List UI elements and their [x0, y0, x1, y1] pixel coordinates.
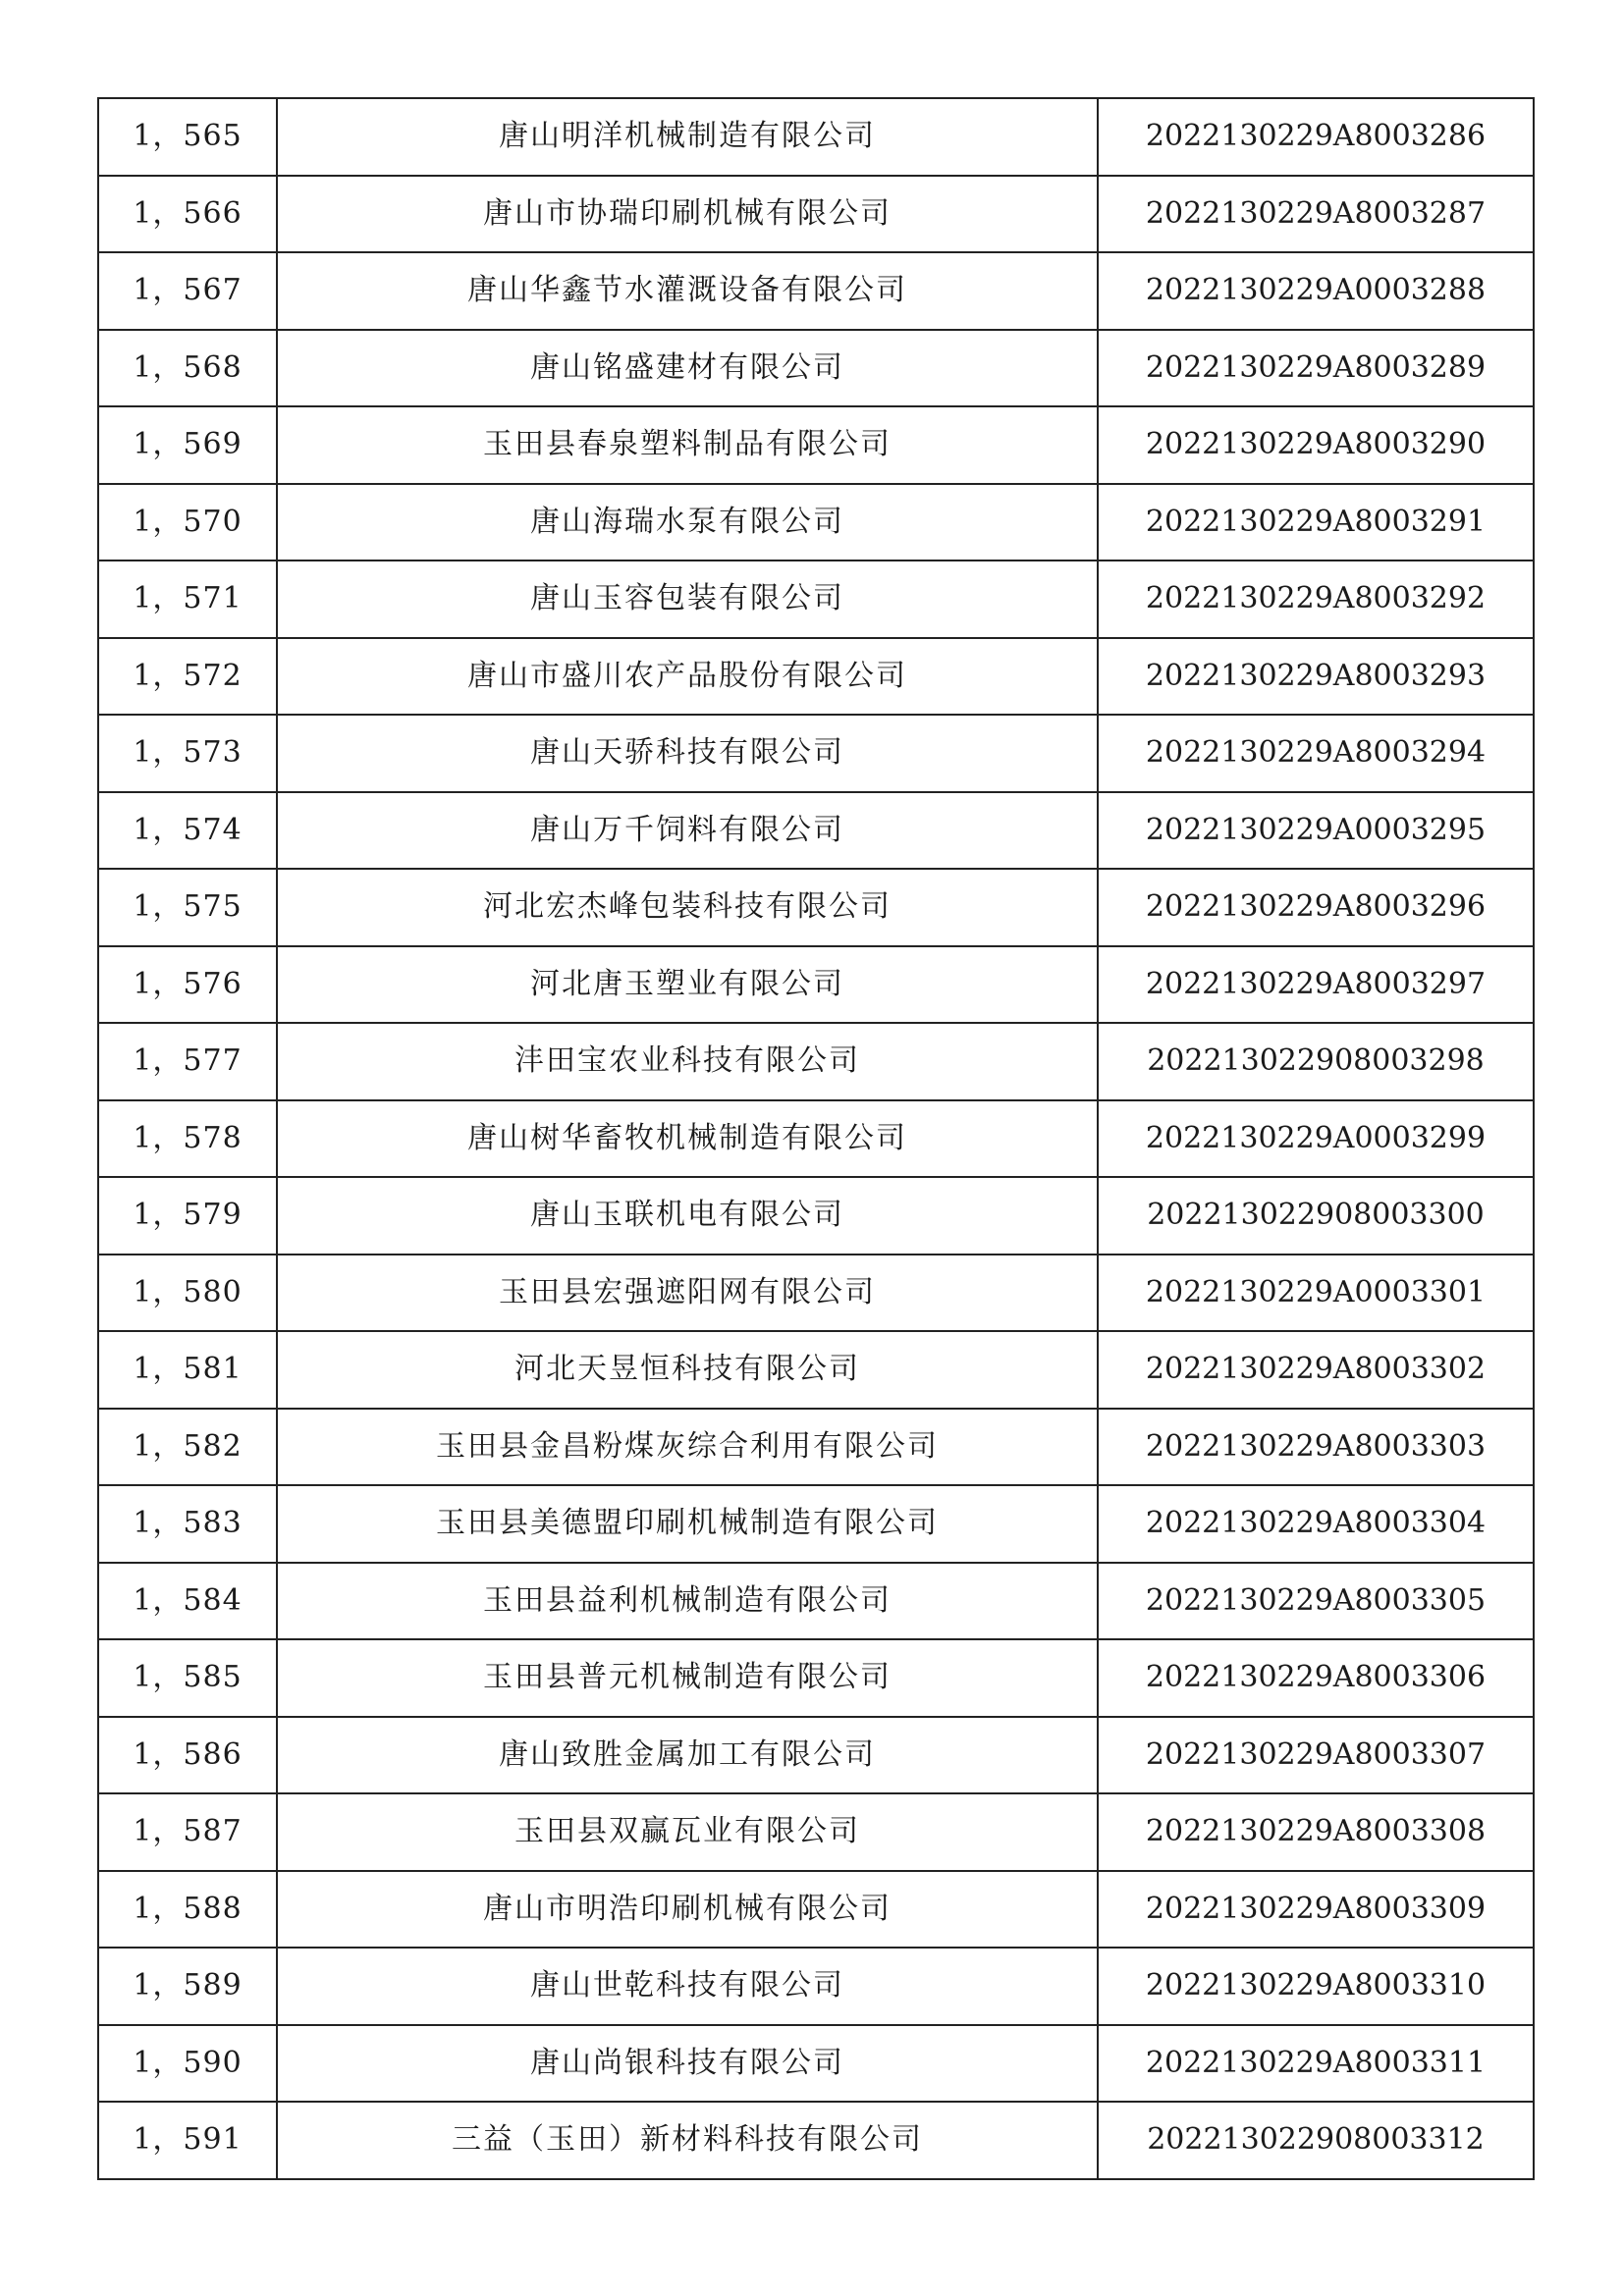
registration-code: 2022130229A8003293: [1098, 638, 1534, 716]
table-row: [98, 484, 1534, 561]
company-name: 唐山市协瑞印刷机械有限公司: [277, 176, 1098, 253]
registration-code: 2022130229A8003292: [1098, 561, 1534, 638]
company-name: 唐山世乾科技有限公司: [277, 1948, 1098, 2025]
company-name: 唐山海瑞水泵有限公司: [277, 484, 1098, 561]
table-row: [98, 2025, 1534, 2103]
row-index: 1，566: [98, 176, 277, 253]
row-index: 1，567: [98, 252, 277, 330]
registration-code: 2022130229A8003297: [1098, 946, 1534, 1024]
row-index: 1，574: [98, 792, 277, 870]
registration-code: 2022130229A8003286: [1098, 98, 1534, 176]
company-name: 唐山万千饲料有限公司: [277, 792, 1098, 870]
company-name: 唐山铭盛建材有限公司: [277, 330, 1098, 407]
company-name: 唐山玉联机电有限公司: [277, 1177, 1098, 1255]
row-index: 1，580: [98, 1255, 277, 1332]
company-registry-table: [97, 97, 1535, 2180]
row-index: 1，590: [98, 2025, 277, 2103]
table-body: [98, 98, 1534, 2179]
table-row: [98, 330, 1534, 407]
company-name: 玉田县春泉塑料制品有限公司: [277, 406, 1098, 484]
table-row: [98, 98, 1534, 176]
row-index: 1，578: [98, 1100, 277, 1178]
company-name: 玉田县普元机械制造有限公司: [277, 1639, 1098, 1717]
table-row: [98, 252, 1534, 330]
company-name: 唐山天骄科技有限公司: [277, 715, 1098, 792]
company-name: 唐山华鑫节水灌溉设备有限公司: [277, 252, 1098, 330]
row-index: 1，581: [98, 1331, 277, 1409]
company-name: 玉田县金昌粉煤灰综合利用有限公司: [277, 1409, 1098, 1486]
row-index: 1，568: [98, 330, 277, 407]
registration-code: 2022130229A8003305: [1098, 1563, 1534, 1640]
table-row: [98, 1177, 1534, 1255]
table-row: [98, 1639, 1534, 1717]
registration-code: 2022130229A8003296: [1098, 869, 1534, 946]
registration-code: 2022130229A8003287: [1098, 176, 1534, 253]
registration-code: 2022130229A8003308: [1098, 1793, 1534, 1871]
registration-code: 202213022908003298: [1098, 1023, 1534, 1100]
table-row: [98, 1717, 1534, 1794]
row-index: 1，589: [98, 1948, 277, 2025]
table-row: [98, 1255, 1534, 1332]
registration-code: 2022130229A8003291: [1098, 484, 1534, 561]
row-index: 1，575: [98, 869, 277, 946]
table-row: [98, 869, 1534, 946]
row-index: 1，565: [98, 98, 277, 176]
row-index: 1，570: [98, 484, 277, 561]
row-index: 1，588: [98, 1871, 277, 1949]
company-name: 玉田县双赢瓦业有限公司: [277, 1793, 1098, 1871]
table-row: [98, 1485, 1534, 1563]
row-index: 1，577: [98, 1023, 277, 1100]
company-name: 唐山明洋机械制造有限公司: [277, 98, 1098, 176]
registration-code: 2022130229A8003289: [1098, 330, 1534, 407]
registration-code: 2022130229A8003307: [1098, 1717, 1534, 1794]
registration-code: 2022130229A8003294: [1098, 715, 1534, 792]
registration-code: 2022130229A8003303: [1098, 1409, 1534, 1486]
company-name: 唐山市明浩印刷机械有限公司: [277, 1871, 1098, 1949]
company-name: 玉田县美德盟印刷机械制造有限公司: [277, 1485, 1098, 1563]
company-name: 玉田县益利机械制造有限公司: [277, 1563, 1098, 1640]
table-row: [98, 1871, 1534, 1949]
registration-code: 2022130229A0003301: [1098, 1255, 1534, 1332]
row-index: 1，585: [98, 1639, 277, 1717]
row-index: 1，582: [98, 1409, 277, 1486]
registration-code: 2022130229A8003306: [1098, 1639, 1534, 1717]
table-row: [98, 176, 1534, 253]
registration-code: 2022130229A8003304: [1098, 1485, 1534, 1563]
row-index: 1，573: [98, 715, 277, 792]
row-index: 1，572: [98, 638, 277, 716]
row-index: 1，587: [98, 1793, 277, 1871]
registration-code: 2022130229A8003311: [1098, 2025, 1534, 2103]
row-index: 1，583: [98, 1485, 277, 1563]
registration-code: 2022130229A8003309: [1098, 1871, 1534, 1949]
table-row: [98, 1331, 1534, 1409]
table-row: [98, 1100, 1534, 1178]
registration-code: 2022130229A8003302: [1098, 1331, 1534, 1409]
row-index: 1，571: [98, 561, 277, 638]
table-row: [98, 1793, 1534, 1871]
table-row: [98, 406, 1534, 484]
company-name: 玉田县宏强遮阳网有限公司: [277, 1255, 1098, 1332]
row-index: 1，569: [98, 406, 277, 484]
registration-code: 2022130229A0003288: [1098, 252, 1534, 330]
company-name: 唐山尚银科技有限公司: [277, 2025, 1098, 2103]
company-name: 唐山致胜金属加工有限公司: [277, 1717, 1098, 1794]
company-name: 唐山玉容包装有限公司: [277, 561, 1098, 638]
registration-code: 2022130229A8003310: [1098, 1948, 1534, 2025]
company-name: 唐山树华畜牧机械制造有限公司: [277, 1100, 1098, 1178]
table-row: [98, 715, 1534, 792]
registration-code: 2022130229A8003290: [1098, 406, 1534, 484]
row-index: 1，584: [98, 1563, 277, 1640]
registration-code: 202213022908003300: [1098, 1177, 1534, 1255]
table-row: [98, 792, 1534, 870]
row-index: 1，576: [98, 946, 277, 1024]
registration-code: 2022130229A0003295: [1098, 792, 1534, 870]
table-row: [98, 946, 1534, 1024]
table-row: [98, 1409, 1534, 1486]
table-row: [98, 1563, 1534, 1640]
table-row: [98, 561, 1534, 638]
company-name: 河北天昱恒科技有限公司: [277, 1331, 1098, 1409]
row-index: 1，586: [98, 1717, 277, 1794]
table-row: [98, 2102, 1534, 2179]
company-name: 沣田宝农业科技有限公司: [277, 1023, 1098, 1100]
company-name: 河北宏杰峰包装科技有限公司: [277, 869, 1098, 946]
row-index: 1，579: [98, 1177, 277, 1255]
company-name: 河北唐玉塑业有限公司: [277, 946, 1098, 1024]
registration-code: 2022130229A0003299: [1098, 1100, 1534, 1178]
table-row: [98, 1948, 1534, 2025]
registration-code: 202213022908003312: [1098, 2102, 1534, 2179]
company-name: 三益（玉田）新材料科技有限公司: [277, 2102, 1098, 2179]
table-row: [98, 638, 1534, 716]
company-name: 唐山市盛川农产品股份有限公司: [277, 638, 1098, 716]
table-row: [98, 1023, 1534, 1100]
row-index: 1，591: [98, 2102, 277, 2179]
